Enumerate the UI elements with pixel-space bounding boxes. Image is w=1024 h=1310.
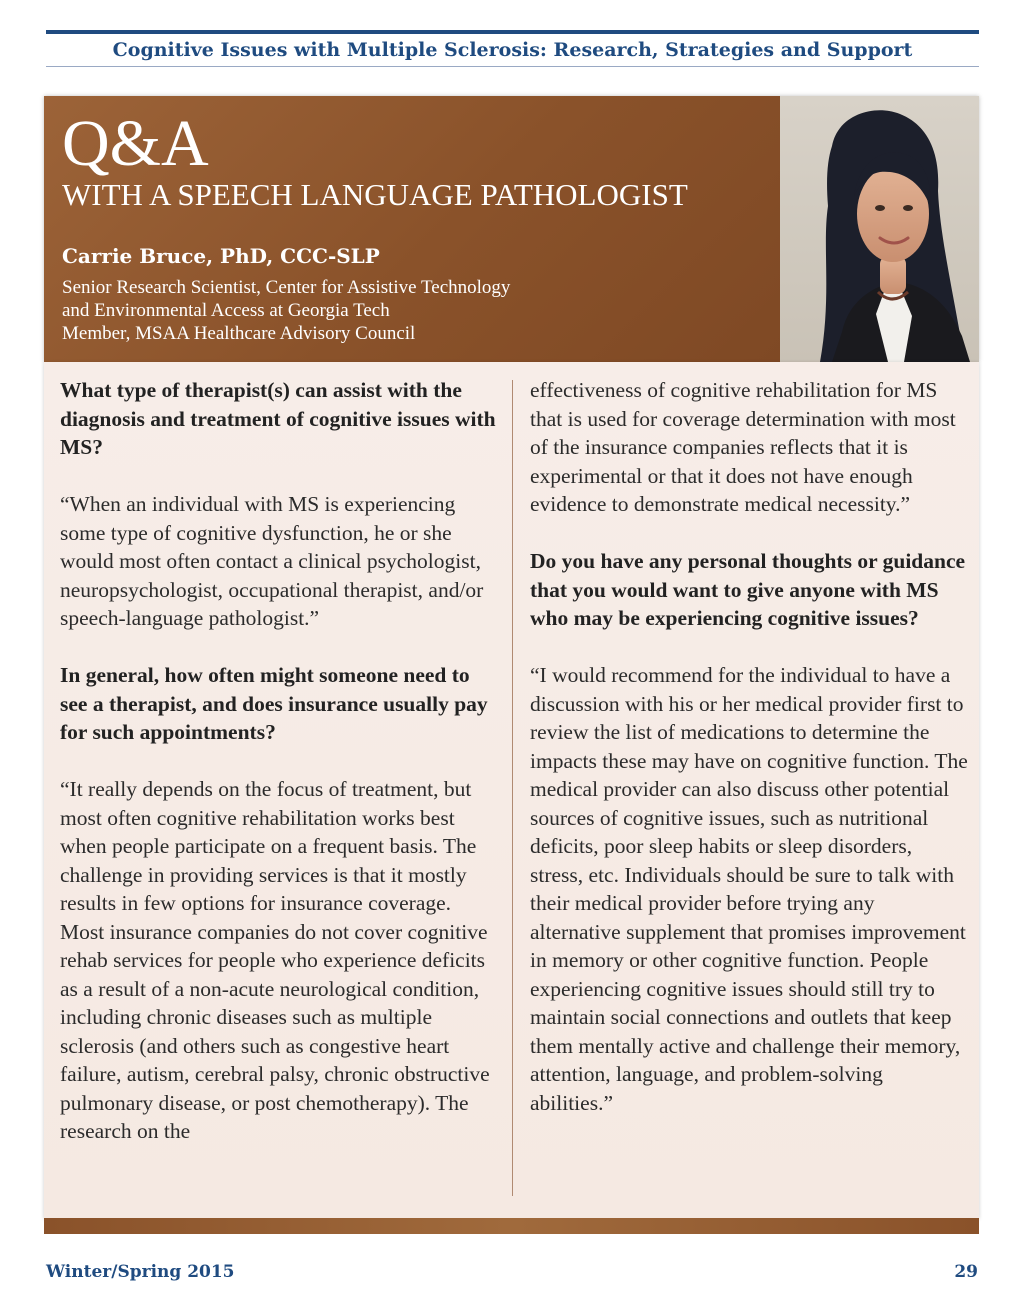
running-header-title: Cognitive Issues with Multiple Sclerosis: Research, Strategies and Support <box>112 39 913 61</box>
question-1: What type of therapist(s) can assist with the diagnosis and treatment of cognitive issues with MS? <box>60 378 496 459</box>
header-top-rule <box>46 30 979 34</box>
expert-credit-line: Member, MSAA Healthcare Advisory Council <box>62 323 416 344</box>
article-body <box>44 362 979 1218</box>
question-3: Do you have any personal thoughts or guidance that you would want to give anyone with MS who may be experiencing cognitive issues? <box>530 549 966 630</box>
footer-page-number: 29 <box>954 1262 978 1282</box>
expert-name: Carrie Bruce, PhD, CCC-SLP <box>62 244 380 268</box>
expert-credit-line: Senior Research Scientist, Center for Assistive Technology <box>62 277 511 298</box>
bottom-decorative-bar <box>44 1218 979 1234</box>
expert-credit-line: and Environmental Access at Georgia Tech <box>62 300 390 321</box>
qa-banner <box>44 96 979 362</box>
qa-title: Q&A <box>62 107 209 180</box>
expert-credits <box>62 276 510 345</box>
column-divider <box>512 380 513 1196</box>
footer-issue-label: Winter/Spring 2015 <box>46 1262 235 1282</box>
expert-portrait <box>780 96 979 362</box>
question-2: In general, how often might someone need to see a therapist, and does insurance usually pay for such appointments? <box>60 663 488 744</box>
answer-2-continued: effectiveness of cognitive rehabilitation for MS that is used for coverage determination with most of the insurance companies reflects that it is experimental or that it does not have enough evidence to demonstrate medical necessity.” <box>530 378 956 516</box>
header-bottom-rule <box>46 66 979 67</box>
answer-3: “I would recommend for the individual to have a discussion with his or her medical provider first to review the list of medications to determine the impacts these may have on cognitive function. The medical provider can also discuss other potential sources of cognitive issues, such as nutritional deficits, poor sleep habits or sleep disorders, stress, etc. Individuals should be sure to talk with their medical provider before trying any alternative supplement that promises improvement in memory or other cognitive function. People experiencing cognitive issues should still try to maintain social connections and outlets that keep them mentally active and challenge their memory, attention, language, and problem-solving abilities.” <box>530 663 968 1115</box>
article-column-right <box>530 376 970 1117</box>
article-column-left <box>60 376 500 1146</box>
answer-2: “It really depends on the focus of treatment, but most often cognitive rehabilitation works best when people participate on a frequent basis. The challenge in providing services is that it mostly results in few options for insurance coverage. Most insurance companies do not cover cognitive rehab services for people who experience deficits as a result of a non-acute neurological condition, including chronic diseases such as multiple sclerosis (and others such as congestive heart failure, autism, cerebral palsy, chronic obstructive pulmonary disease, or post chemotherapy). The research on the <box>60 777 490 1143</box>
answer-1: “When an individual with MS is experiencing some type of cognitive dysfunction, he or she would most often contact a clinical psychologist, neuropsychologist, occupational therapist, and/or speech-language pathologist.” <box>60 492 484 630</box>
qa-subtitle: WITH A SPEECH LANGUAGE PATHOLOGIST <box>62 177 688 212</box>
